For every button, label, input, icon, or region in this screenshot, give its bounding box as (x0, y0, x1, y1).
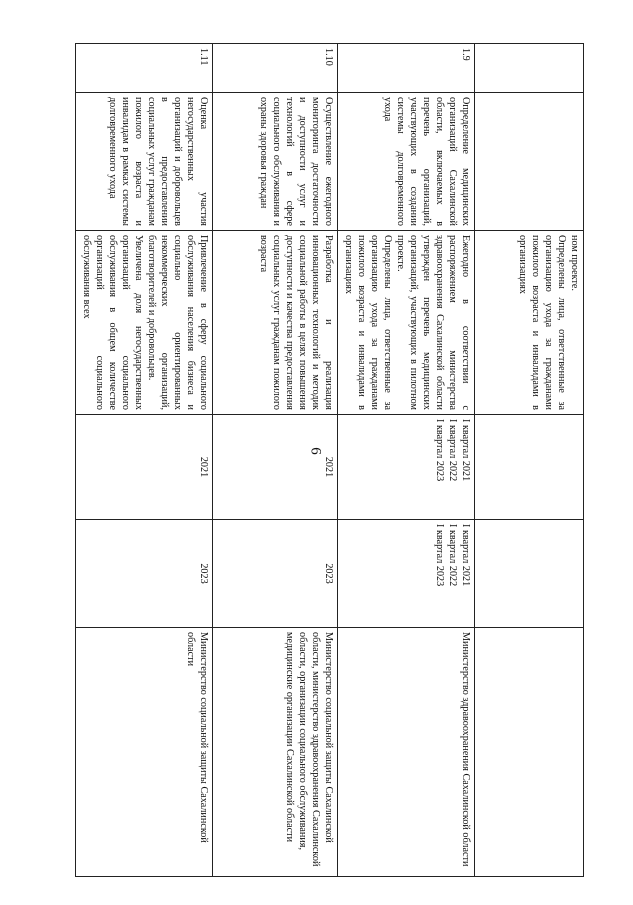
end-date: I квартал 2021 (460, 524, 471, 587)
start-date: I квартал 2022 (447, 419, 459, 482)
activity-plan-table (75, 43, 584, 877)
end-date-cell: 2023 (213, 520, 338, 628)
end-date: I квартал 2022 (447, 524, 459, 587)
responsible-cell: Министерство социальной защиты Сахалинской области (76, 628, 213, 877)
start-date-cell: 2021 (213, 415, 338, 520)
start-date-cell (475, 415, 584, 520)
table-row (338, 44, 475, 877)
result-cell (76, 231, 213, 415)
result-paragraph: Определены лица, ответственные за организацию ухода за гражданами пожилого возраста и инвалидами в организациях (343, 235, 394, 410)
end-date-cell: 2023 (76, 520, 213, 628)
responsible-cell: Министерство социальной защиты Сахалинской области, министерство здравоохранения Сахалинской области, организации социального обслуживания, медицинские организации Сахалинской области (213, 628, 338, 877)
result-paragraph: Определены лица, ответственные за организацию ухода за гражданами пожилого возраста и инвалидами в организациях (517, 235, 568, 410)
result-cell (338, 231, 475, 415)
row-number-cell: 1.10 (213, 44, 338, 93)
activity-cell: Оценка участия негосударственных организаций и добровольцев в предоставлении социальных услуг гражданам пожилого возраста и инвалидам в рамках системы долговременного ухода (76, 93, 213, 231)
landscape-table-wrapper (81, 43, 584, 876)
result-paragraph: ном проекте. (569, 235, 580, 291)
activity-cell (475, 93, 584, 231)
page-number: 6 (307, 447, 324, 455)
rotated-page-content (81, 43, 584, 876)
start-date-cell: 2021 (76, 415, 213, 520)
start-date: I квартал 2023 (434, 419, 446, 482)
row-number-cell (475, 44, 584, 93)
activity-cell: Осуществление ежегодного мониторинга достаточности и доступности услуг и технологий в сфере социального обслуживания и охраны здоровья граждан (213, 93, 338, 231)
result-cell (475, 231, 584, 415)
result-paragraph: Ежегодно в соответствии с распоряжением министерства здравоохранения Сахалинской области утвержден перечень медицинских организаций, участвующих в пилотном проекте. (395, 235, 471, 410)
result-paragraph: Разработка и реализация инновационных технологий и методик социальной работы в целях повышения доступности и качества предоставления социальных услуг гражданам пожилого возраста (258, 235, 334, 410)
responsible-cell (475, 628, 584, 877)
end-date-cell (475, 520, 584, 628)
result-paragraph: Увеличена доля негосударственных организаций социального обслуживания в общем количестве организаций социального обслуживания всех (81, 235, 145, 410)
table-row (475, 44, 584, 877)
end-date-cell (338, 520, 475, 628)
table-row (76, 44, 213, 877)
result-cell (213, 231, 338, 415)
start-date-cell (338, 415, 475, 520)
activity-cell: Определение медицинских организаций Сахалинской области, включаемых в перечень организаций, участвующих в создании системы долговременного ухода (338, 93, 475, 231)
row-number-cell: 1.11 (76, 44, 213, 93)
row-number-cell: 1.9 (338, 44, 475, 93)
start-date: I квартал 2021 (460, 419, 471, 482)
end-date: I квартал 2023 (434, 524, 446, 587)
result-paragraph: Привлечение в сферу социального обслуживания населения бизнеса и социально ориентированных некоммерческих организаций, благотворителей и добровольцев. (146, 235, 209, 410)
table-row (213, 44, 338, 877)
responsible-cell: Министерство здравоохранения Сахалинской области (338, 628, 475, 877)
